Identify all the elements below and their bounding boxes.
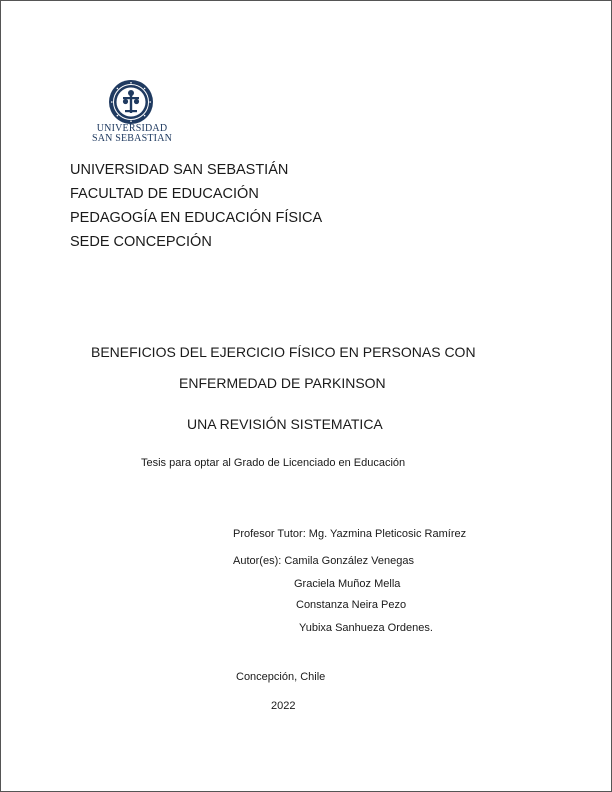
author-name: Graciela Muñoz Mella xyxy=(294,578,401,590)
university-seal-logo xyxy=(108,79,154,125)
campus-name: SEDE CONCEPCIÓN xyxy=(70,234,212,250)
degree-statement: Tesis para optar al Grado de Licenciado en Educación xyxy=(141,457,406,469)
logo-name-line2: SAN SEBASTIAN xyxy=(91,133,173,144)
faculty-name: FACULTAD DE EDUCACIÓN xyxy=(70,186,259,202)
thesis-title-line2: ENFERMEDAD DE PARKINSON xyxy=(179,375,386,391)
place: Concepción, Chile xyxy=(236,671,326,683)
university-name: UNIVERSIDAD SAN SEBASTIÁN xyxy=(70,162,289,178)
author-name: Constanza Neira Pezo xyxy=(296,599,407,611)
year: 2022 xyxy=(271,700,296,712)
tutor-line: Profesor Tutor: Mg. Yazmina Pleticosic Ramírez xyxy=(233,528,467,540)
thesis-subtitle: UNA REVISIÓN SISTEMATICA xyxy=(187,416,383,432)
author-name: Yubixa Sanhueza Ordenes. xyxy=(299,622,433,634)
authors-line: Autor(es): Camila González Venegas xyxy=(233,555,414,567)
thesis-title-line1: BENEFICIOS DEL EJERCICIO FÍSICO EN PERSONAS CON xyxy=(91,344,476,360)
program-name: PEDAGOGÍA EN EDUCACIÓN FÍSICA xyxy=(70,210,323,226)
university-logo-wordmark xyxy=(91,124,173,144)
logo-name-line1: UNIVERSIDAD xyxy=(96,123,168,134)
